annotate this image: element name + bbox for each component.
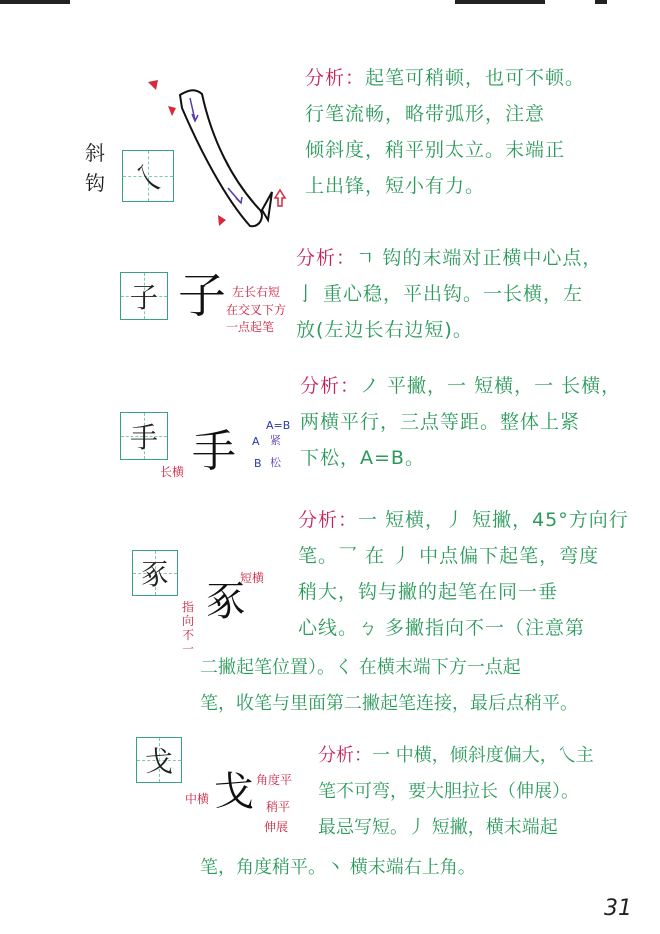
annotation-note: 长横 bbox=[160, 465, 185, 479]
analysis-line: 一 中横，倾斜度偏大，乀主 bbox=[372, 745, 594, 766]
tian-grid-box bbox=[120, 412, 168, 460]
annotation-note: A=B bbox=[266, 419, 291, 432]
sample-character: 子 bbox=[129, 281, 158, 314]
analysis-line: 稍大，钩与撇的起笔在同一垂 bbox=[298, 581, 559, 603]
sample-character: 手 bbox=[129, 421, 158, 454]
annotation-note: 伸展 bbox=[264, 820, 289, 834]
top-edge-mark bbox=[455, 0, 545, 4]
analysis-text-block bbox=[296, 240, 602, 348]
annotation-note: 松 bbox=[270, 456, 281, 469]
analysis-text-block bbox=[298, 502, 629, 646]
analysis-line: 笔，角度稍平。丶 横末端右上角。 bbox=[200, 857, 476, 878]
top-edge-mark bbox=[595, 0, 607, 4]
analysis-line: 上出锋，短小有力。 bbox=[305, 175, 486, 197]
analysis-prefix: 分析： bbox=[318, 745, 372, 766]
analysis-text-block bbox=[300, 368, 621, 476]
analysis-prefix: 分析： bbox=[300, 375, 361, 397]
analysis-line: 笔，收笔与里面第二撇起笔连接，最后点稍平。 bbox=[200, 693, 578, 714]
analysis-line: ノ 平撇，一 短横，一 长横， bbox=[360, 375, 622, 397]
large-demo-character: 子 bbox=[178, 268, 227, 324]
analysis-prefix: 分析： bbox=[296, 247, 357, 269]
annotation-note: 稍平 bbox=[266, 800, 291, 814]
analysis-line: 倾斜度，稍平别太立。末端正 bbox=[305, 139, 566, 161]
tian-grid-box bbox=[120, 272, 168, 320]
analysis-line: 下松，A=B。 bbox=[300, 447, 425, 469]
analysis-line: 亅 重心稳，平出钩。一长横，左 bbox=[296, 283, 584, 305]
tian-grid-box bbox=[132, 550, 178, 596]
analysis-line: 笔。乛 在 丿 中点偏下起笔，弯度 bbox=[298, 545, 600, 567]
analysis-line: 笔不可弯，要大胆拉长（伸展）。 bbox=[318, 781, 579, 802]
page-number: 31 bbox=[604, 896, 632, 921]
analysis-line: ㄱ 钩的末端对正横中心点， bbox=[356, 247, 603, 269]
stroke-name-label: 斜钩 bbox=[85, 141, 105, 195]
large-demo-character: 手 bbox=[192, 426, 236, 477]
top-edge-mark bbox=[0, 0, 70, 4]
sample-character: 豖 bbox=[140, 558, 169, 591]
annotation-note: 一点起笔 bbox=[226, 320, 275, 334]
large-demo-character: 戈 bbox=[214, 769, 254, 815]
annotation-note: 在交叉下方 bbox=[226, 303, 287, 317]
analysis-line: 两横平行，三点等距。整体上紧 bbox=[300, 411, 581, 433]
analysis-line: 放(左边长右边短)。 bbox=[296, 319, 473, 341]
annotation-note: 短横 bbox=[240, 571, 265, 585]
analysis-text-block bbox=[305, 60, 585, 204]
analysis-text-block bbox=[200, 650, 578, 722]
analysis-line: 最忌写短。丿 短撇，横末端起 bbox=[318, 817, 558, 838]
analysis-text-block bbox=[318, 738, 594, 846]
sample-character: 乀 bbox=[133, 161, 162, 194]
annotation-note: 中横 bbox=[185, 792, 210, 806]
analysis-line: 起笔可稍顿，也可不顿。 bbox=[365, 67, 586, 89]
analysis-line: 一 短横，丿 短撇，45°方向行 bbox=[358, 509, 629, 531]
analysis-line: 二撇起笔位置）。く 在横末端下方一点起 bbox=[200, 657, 521, 678]
analysis-text-block bbox=[200, 850, 476, 886]
annotation-note: A bbox=[252, 435, 260, 448]
analysis-line: 心线。ㄅ 多撇指向不一（注意第 bbox=[298, 617, 586, 639]
sample-character: 戈 bbox=[144, 745, 173, 778]
tian-grid-box bbox=[136, 737, 182, 783]
large-demo-character: 豖 bbox=[206, 579, 246, 625]
annotation-note: B bbox=[254, 457, 262, 470]
tian-grid-box bbox=[122, 150, 174, 202]
annotation-note: 角度平 bbox=[256, 773, 293, 787]
annotation-note: 指向不一 bbox=[182, 600, 195, 656]
annotation-note: 左长右短 bbox=[232, 285, 281, 299]
analysis-prefix: 分析： bbox=[305, 67, 366, 89]
analysis-line: 行笔流畅，略带弧形，注意 bbox=[305, 103, 546, 125]
analysis-prefix: 分析： bbox=[298, 509, 359, 531]
annotation-note: 紧 bbox=[270, 434, 281, 447]
